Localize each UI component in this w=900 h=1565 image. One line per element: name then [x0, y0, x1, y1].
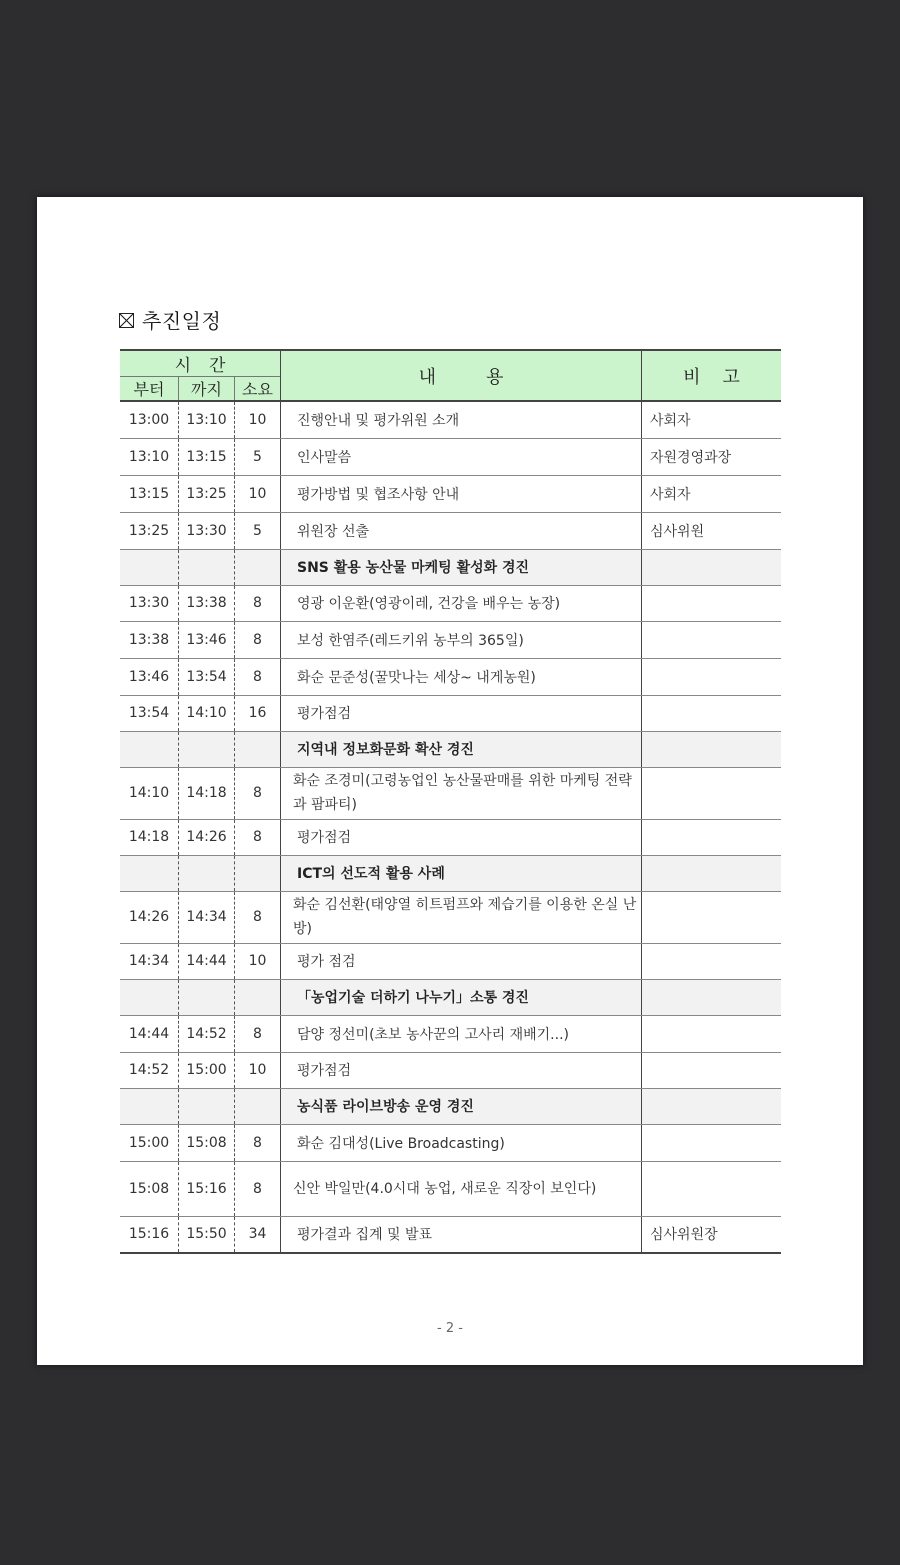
time-to-cell: 13:38 — [179, 585, 235, 621]
time-from-cell: 13:00 — [120, 401, 179, 438]
duration-cell: 8 — [235, 621, 281, 658]
header-content: 내용 — [281, 350, 642, 401]
time-to-cell: 13:30 — [179, 512, 235, 549]
duration-cell — [235, 731, 281, 767]
time-to-cell: 13:10 — [179, 401, 235, 438]
table-row — [120, 1161, 781, 1216]
time-from-cell: 15:00 — [120, 1124, 179, 1161]
time-to-cell: 15:08 — [179, 1124, 235, 1161]
table-row — [120, 1052, 781, 1088]
time-to-cell: 14:52 — [179, 1015, 235, 1052]
remarks-cell: 심사위원 — [642, 512, 782, 549]
content-cell: 평가점검 — [281, 695, 642, 731]
time-from-cell: 14:52 — [120, 1052, 179, 1088]
schedule-table — [120, 349, 781, 1254]
time-from-cell: 15:16 — [120, 1216, 179, 1253]
content-cell: 위원장 선출 — [281, 512, 642, 549]
time-from-cell: 14:18 — [120, 819, 179, 855]
section-title-cell: 지역내 정보화문화 확산 경진 — [281, 731, 642, 767]
duration-cell: 8 — [235, 767, 281, 819]
checkbox-icon — [119, 313, 134, 328]
time-to-cell — [179, 1088, 235, 1124]
time-to-cell: 13:15 — [179, 438, 235, 475]
section-row — [120, 549, 781, 585]
remarks-cell — [642, 979, 782, 1015]
remarks-cell — [642, 731, 782, 767]
duration-cell: 16 — [235, 695, 281, 731]
table-row — [120, 1124, 781, 1161]
remarks-cell — [642, 767, 782, 819]
document-page — [37, 197, 863, 1365]
table-row — [120, 438, 781, 475]
remarks-cell — [642, 585, 782, 621]
section-row — [120, 731, 781, 767]
duration-cell — [235, 979, 281, 1015]
time-to-cell: 14:34 — [179, 891, 235, 943]
table-row — [120, 819, 781, 855]
time-from-cell: 13:30 — [120, 585, 179, 621]
time-to-cell — [179, 549, 235, 585]
header-duration: 소요 — [235, 377, 281, 402]
duration-cell: 10 — [235, 943, 281, 979]
header-from: 부터 — [120, 377, 179, 402]
time-from-cell: 14:26 — [120, 891, 179, 943]
duration-cell: 8 — [235, 658, 281, 695]
time-to-cell — [179, 979, 235, 1015]
content-cell: 평가방법 및 협조사항 안내 — [281, 475, 642, 512]
table-row — [120, 621, 781, 658]
table-row — [120, 475, 781, 512]
duration-cell: 10 — [235, 475, 281, 512]
table-row — [120, 891, 781, 943]
section-title-cell: 농식품 라이브방송 운영 경진 — [281, 1088, 642, 1124]
time-from-cell: 14:34 — [120, 943, 179, 979]
remarks-cell: 사회자 — [642, 401, 782, 438]
content-cell: 영광 이운환(영광이레, 건강을 배우는 농장) — [281, 585, 642, 621]
remarks-cell: 자원경영과장 — [642, 438, 782, 475]
duration-cell: 8 — [235, 891, 281, 943]
heading-text: 추진일정 — [142, 309, 222, 333]
time-to-cell — [179, 855, 235, 891]
time-from-cell: 13:46 — [120, 658, 179, 695]
table-row — [120, 1216, 781, 1253]
remarks-cell — [642, 819, 782, 855]
content-cell: 평가점검 — [281, 1052, 642, 1088]
schedule-body — [120, 401, 781, 1253]
time-from-cell: 13:25 — [120, 512, 179, 549]
remarks-cell — [642, 658, 782, 695]
time-from-cell: 15:08 — [120, 1161, 179, 1216]
time-from-cell — [120, 979, 179, 1015]
section-heading — [119, 305, 221, 334]
content-cell: 평가점검 — [281, 819, 642, 855]
header-remarks: 비고 — [642, 350, 782, 401]
remarks-cell — [642, 891, 782, 943]
time-to-cell: 14:44 — [179, 943, 235, 979]
time-to-cell: 15:16 — [179, 1161, 235, 1216]
table-row — [120, 512, 781, 549]
content-cell: 평가결과 집계 및 발표 — [281, 1216, 642, 1253]
remarks-cell — [642, 1124, 782, 1161]
time-to-cell: 14:10 — [179, 695, 235, 731]
content-cell: 화순 김선환(태양열 히트펌프와 제습기를 이용한 온실 난방) — [281, 891, 642, 943]
table-row — [120, 943, 781, 979]
content-cell: 인사말씀 — [281, 438, 642, 475]
duration-cell: 10 — [235, 401, 281, 438]
time-from-cell — [120, 1088, 179, 1124]
content-cell: 신안 박일만(4.0시대 농업, 새로운 직장이 보인다) — [281, 1161, 642, 1216]
duration-cell: 8 — [235, 585, 281, 621]
content-cell: 화순 문준성(꿀맛나는 세상~ 내게농원) — [281, 658, 642, 695]
section-row — [120, 979, 781, 1015]
content-cell: 평가 점검 — [281, 943, 642, 979]
time-from-cell — [120, 855, 179, 891]
remarks-cell — [642, 1015, 782, 1052]
table-row — [120, 585, 781, 621]
duration-cell: 10 — [235, 1052, 281, 1088]
duration-cell: 8 — [235, 1124, 281, 1161]
content-cell: 담양 정선미(초보 농사꾼의 고사리 재배기...) — [281, 1015, 642, 1052]
remarks-cell — [642, 943, 782, 979]
content-cell: 보성 한염주(레드키위 농부의 365일) — [281, 621, 642, 658]
time-from-cell — [120, 549, 179, 585]
remarks-cell — [642, 855, 782, 891]
time-to-cell: 13:46 — [179, 621, 235, 658]
duration-cell: 8 — [235, 819, 281, 855]
duration-cell — [235, 855, 281, 891]
time-from-cell: 13:38 — [120, 621, 179, 658]
remarks-cell — [642, 1052, 782, 1088]
page-number: - 2 - — [437, 1321, 463, 1336]
time-to-cell: 13:54 — [179, 658, 235, 695]
content-cell: 화순 김대성(Live Broadcasting) — [281, 1124, 642, 1161]
time-from-cell: 13:54 — [120, 695, 179, 731]
section-title-cell: SNS 활용 농산물 마케팅 활성화 경진 — [281, 549, 642, 585]
content-cell: 진행안내 및 평가위원 소개 — [281, 401, 642, 438]
table-row — [120, 401, 781, 438]
remarks-cell — [642, 695, 782, 731]
table-row — [120, 658, 781, 695]
section-row — [120, 855, 781, 891]
remarks-cell — [642, 1161, 782, 1216]
header-to: 까지 — [179, 377, 235, 402]
duration-cell: 8 — [235, 1015, 281, 1052]
section-row — [120, 1088, 781, 1124]
table-row — [120, 767, 781, 819]
remarks-cell — [642, 549, 782, 585]
table-row — [120, 1015, 781, 1052]
duration-cell: 5 — [235, 512, 281, 549]
time-to-cell: 14:18 — [179, 767, 235, 819]
remarks-cell: 사회자 — [642, 475, 782, 512]
time-from-cell: 14:44 — [120, 1015, 179, 1052]
remarks-cell — [642, 1088, 782, 1124]
time-from-cell: 14:10 — [120, 767, 179, 819]
duration-cell: 34 — [235, 1216, 281, 1253]
time-from-cell — [120, 731, 179, 767]
time-from-cell: 13:10 — [120, 438, 179, 475]
time-to-cell: 15:00 — [179, 1052, 235, 1088]
time-to-cell: 13:25 — [179, 475, 235, 512]
remarks-cell — [642, 621, 782, 658]
header-time: 시간 — [120, 350, 281, 377]
time-to-cell: 15:50 — [179, 1216, 235, 1253]
time-from-cell: 13:15 — [120, 475, 179, 512]
duration-cell — [235, 549, 281, 585]
table-row — [120, 695, 781, 731]
duration-cell: 8 — [235, 1161, 281, 1216]
duration-cell: 5 — [235, 438, 281, 475]
section-title-cell: 「농업기술 더하기 나누기」소통 경진 — [281, 979, 642, 1015]
content-cell: 화순 조경미(고령농업인 농산물판매를 위한 마케팅 전략과 팜파티) — [281, 767, 642, 819]
duration-cell — [235, 1088, 281, 1124]
time-to-cell: 14:26 — [179, 819, 235, 855]
remarks-cell: 심사위원장 — [642, 1216, 782, 1253]
section-title-cell: ICT의 선도적 활용 사례 — [281, 855, 642, 891]
time-to-cell — [179, 731, 235, 767]
